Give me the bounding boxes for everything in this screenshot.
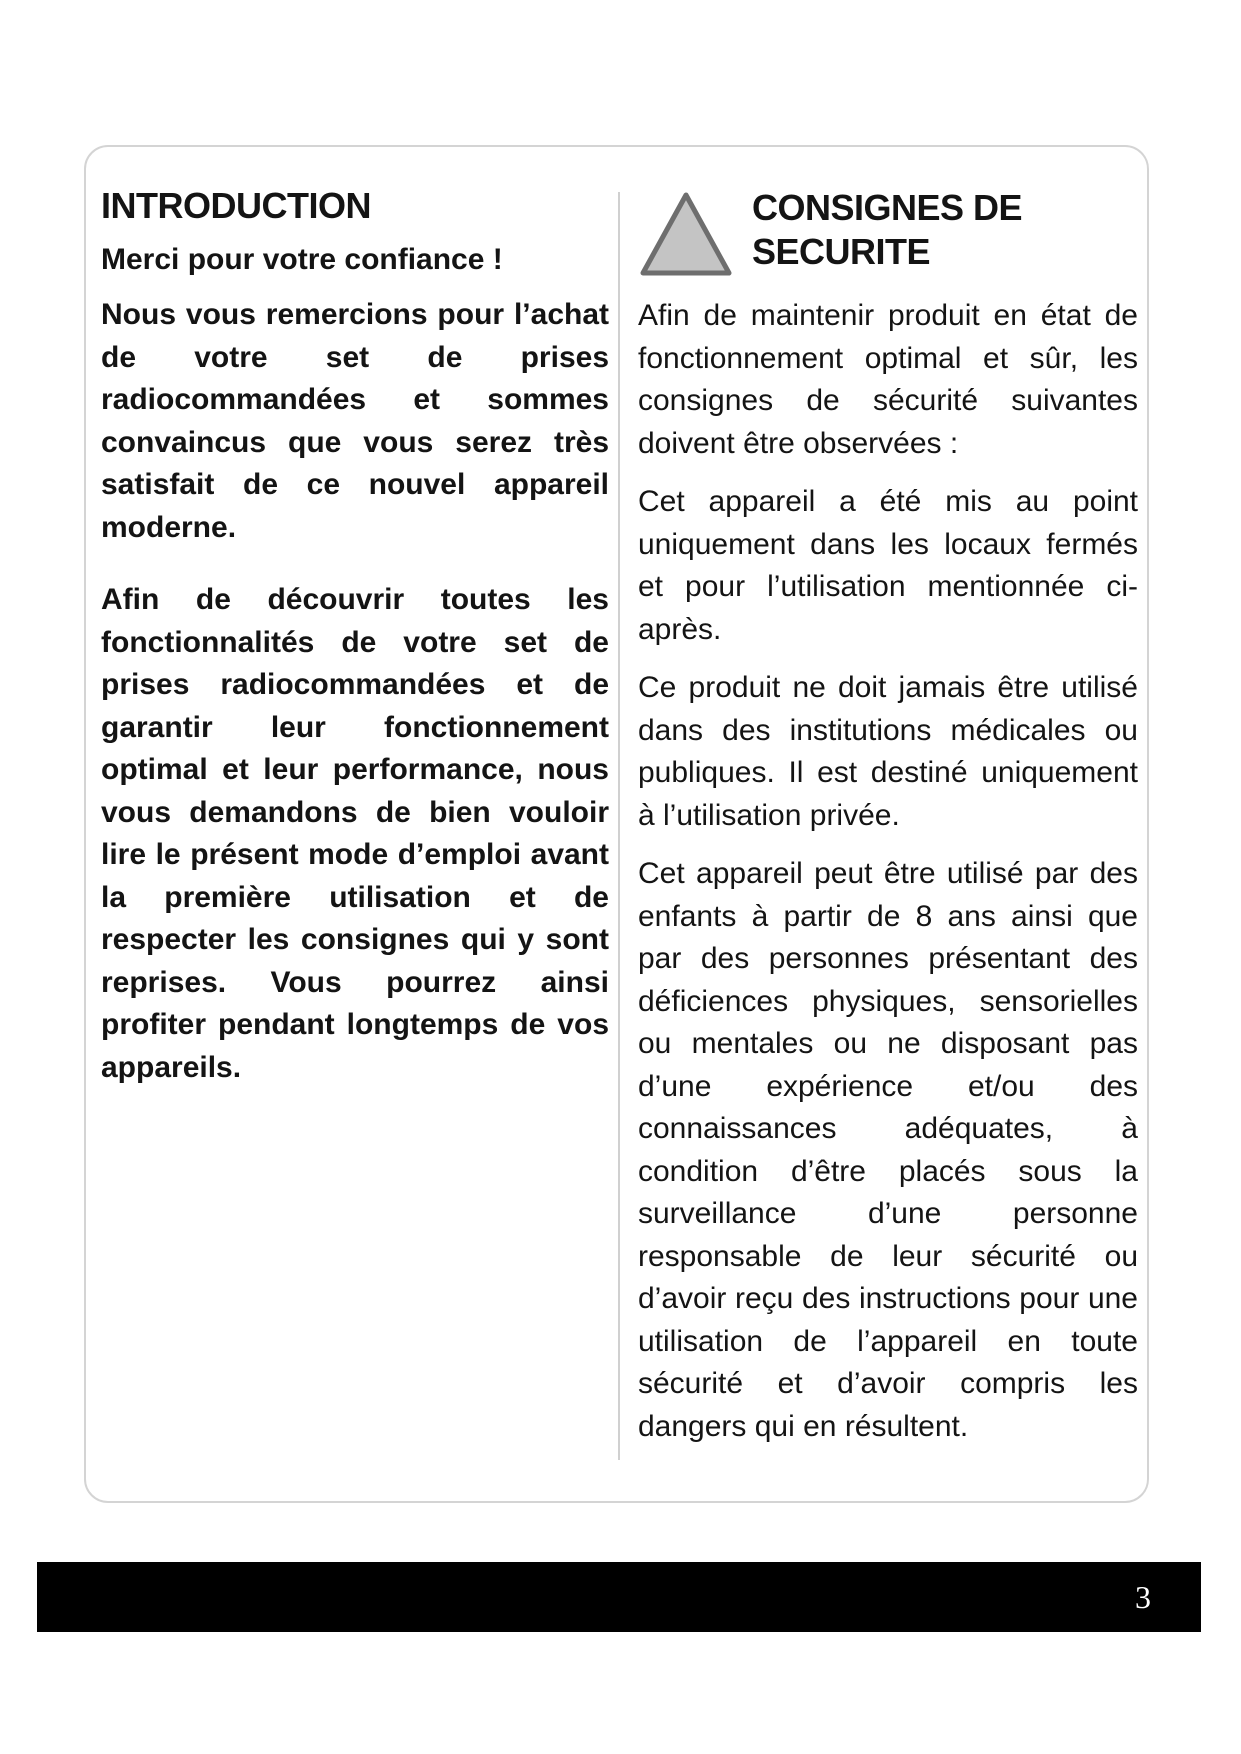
introduction-section (101, 184, 609, 1089)
warning-triangle-icon (638, 186, 752, 283)
safety-title-line-1: CONSIGNES DE (752, 187, 1023, 228)
page-footer (37, 1562, 1201, 1632)
safety-title-line-2: SECURITE (752, 231, 931, 272)
safety-header (638, 186, 1138, 283)
safety-title (752, 186, 1022, 274)
page-number: 3 (1135, 1579, 1151, 1615)
safety-paragraph-3: Ce produit ne doit jamais être utilisé dans des institutions médicales ou publiques. Il est destiné uniquement à l’utilisation privée. (638, 671, 1138, 832)
introduction-subtitle: Merci pour votre confiance ! (101, 243, 503, 276)
safety-paragraph-4: Cet appareil peut être utilisé par des enfants à partir de 8 ans ainsi que par des personnes présentant des déficiences physiques, sensorielles ou mentales ou ne disposant pas d’une expérience et/ou des connaissances adéquates, à condition d’être placés sous la surveillance d’une personne responsable de leur sécurité ou d’avoir reçu des instructions pour une utilisation de l’appareil en toute sécurité et d’avoir compris les dangers qui en résultent. (638, 857, 1138, 1443)
introduction-title: INTRODUCTION (101, 185, 371, 226)
introduction-paragraph-1: Nous vous remercions pour l’achat de votre set de prises radiocommandées et sommes convaincus que vous serez très satisfait de ce nouvel appareil moderne. (101, 298, 609, 544)
safety-paragraph-2: Cet appareil a été mis au point uniquement dans les locaux fermés et pour l’utilisation mentionnée ci-après. (638, 485, 1138, 646)
safety-paragraph-1: Afin de maintenir produit en état de fonctionnement optimal et sûr, les consignes de sécurité suivantes doivent être observées : (638, 299, 1138, 460)
introduction-paragraph-2: Afin de découvrir toutes les fonctionnalités de votre set de prises radiocommandées et de garantir leur fonctionnement optimal et leur performance, nous vous demandons de bien vouloir lire le présent mode d’emploi avant la première utilisation et de respecter les consignes qui y sont reprises. Vous pourrez ainsi profiter pendant longtemps de vos appareils. (101, 583, 609, 1084)
safety-section (638, 186, 1138, 1448)
column-divider (618, 192, 620, 1460)
